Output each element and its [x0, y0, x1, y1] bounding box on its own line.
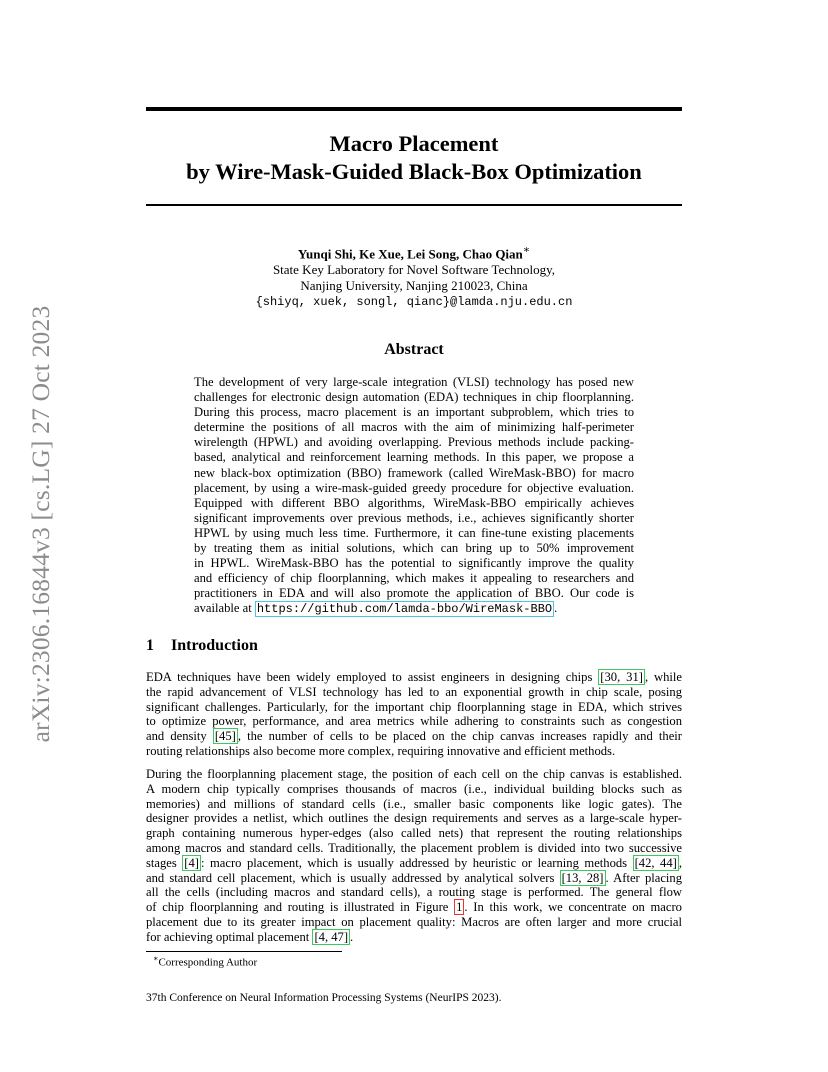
- citation-link[interactable]: [13, 28]: [561, 870, 604, 885]
- author-emails: {shiyq, xuek, songl, qianc}@lamda.nju.edu.cn: [255, 295, 573, 310]
- author-block: [146, 242, 682, 310]
- figure-reference-link[interactable]: 1: [456, 900, 463, 915]
- citation-link[interactable]: [30, 31]: [600, 670, 643, 684]
- section-number: 1: [146, 637, 154, 654]
- paragraph-line: the rapid advancement of VLSI technology has led to an exponential growth in chip scale, posing: [146, 684, 682, 699]
- abstract-line: determine the positions of all macros with the aim of minimizing half-perimeter: [194, 420, 634, 435]
- paragraph-line: all the cells (including macros and standard cells), a routing stage is performed. The general flow: [146, 885, 682, 900]
- citation-link[interactable]: [4, 47]: [314, 929, 349, 944]
- paragraph-line: [146, 729, 682, 744]
- paragraph-line: [146, 670, 682, 685]
- abstract-line: wirelength (HPWL) and avoiding overlapping. Previous methods include packing-: [194, 435, 634, 450]
- paragraph-line: memories) and millions of standard cells (i.e., smaller basic components like logic gates). The: [146, 796, 682, 811]
- text-run: for achieving optimal placement: [146, 929, 313, 944]
- text-run: , the number of cells to be placed on the chip canvas increases rapidly and their: [237, 729, 682, 744]
- text-run: , while: [644, 670, 683, 684]
- abstract-line: based, analytical and reinforcement learning methods. In this paper, we propose a: [194, 450, 634, 465]
- paragraph-line: to optimize power, performance, and area metrics while adhering to constraints such as congestion: [146, 714, 682, 729]
- abstract-line: significant improvements over previous methods, i.e., achieves significantly shorter: [194, 510, 634, 525]
- footnote-text: Corresponding Author: [158, 956, 258, 969]
- title-bottom-rule: [146, 204, 682, 206]
- abstract-line: Equipped with different BBO algorithms, WireMask-BBO empirically achieves: [194, 495, 634, 510]
- code-repository-link[interactable]: https://github.com/lamda-bbo/WireMask-BBO: [256, 602, 553, 617]
- affiliation-line-2: Nanjing University, Nanjing 210023, China: [300, 278, 528, 294]
- arxiv-identifier: [18, 291, 64, 757]
- section-title: Introduction: [171, 637, 258, 654]
- section-heading-introduction: [146, 637, 258, 655]
- abstract-line: new black-box optimization (BBO) framework (called WireMask-BBO) for macro: [194, 465, 634, 480]
- abstract-heading: Abstract: [384, 341, 444, 358]
- text-run: stages: [146, 855, 183, 870]
- footnote-rule: [146, 951, 342, 952]
- paragraph-line: among macros and standard cells. Traditionally, the placement problem is divided into two successive: [146, 840, 682, 855]
- corresponding-mark: ∗: [522, 244, 531, 256]
- affiliation-line-1: State Key Laboratory for Novel Software Technology,: [272, 262, 556, 278]
- paragraph-line: A modern chip typically comprises thousands of macros (i.e., individual building blocks such as: [146, 781, 682, 796]
- abstract-line: During this process, macro placement is an important subproblem, which tries to: [194, 405, 634, 420]
- abstract-line: practitioners in EDA and will also promote the application of BBO. Our code is: [194, 586, 634, 601]
- abstract-line: and efficiency of chip floorplanning, which makes it appealing to researchers and: [194, 571, 634, 586]
- abstract-last-suffix: .: [554, 601, 558, 616]
- title-line-2: by Wire-Mask-Guided Black-Box Optimization: [186, 159, 642, 184]
- paragraph-line: [146, 900, 682, 915]
- abstract-last-line: [194, 601, 634, 617]
- paragraph-line: placement due to its greater impact on placement quality: Macros are often larger and more crucial: [146, 914, 682, 929]
- text-run: . In this work, we concentrate on macro: [464, 900, 682, 915]
- text-run: ,: [678, 855, 682, 870]
- text-run: . After placing: [605, 870, 683, 885]
- citation-link[interactable]: [45]: [214, 729, 236, 744]
- citation-link[interactable]: [4]: [184, 855, 199, 870]
- paper-title: [146, 130, 682, 186]
- author-names-line: [146, 242, 682, 262]
- text-run: and density: [146, 729, 213, 744]
- paragraph-line: [146, 930, 682, 945]
- paragraph-line: [146, 856, 682, 871]
- text-run: : macro placement, which is usually addressed by heuristic or learning methods: [200, 855, 633, 870]
- citation-link[interactable]: [42, 44]: [634, 855, 677, 870]
- text-run: and standard cell placement, which is usually addressed by analytical solvers: [146, 870, 560, 885]
- paragraph-line: [146, 871, 682, 886]
- intro-paragraph-1: [146, 670, 682, 759]
- abstract-line: The development of very large-scale integration (VLSI) technology has posed new: [194, 375, 634, 389]
- title-top-rule: [146, 107, 682, 111]
- arxiv-id-text: arXiv:2306.16844v3 [cs.LG] 27 Oct 2023: [26, 305, 55, 743]
- abstract-line: HPWL by using much less time. Furthermore, it can fine-tune existing placements: [194, 525, 634, 540]
- author-names: Yunqi Shi, Ke Xue, Lei Song, Chao Qian: [297, 246, 523, 262]
- abstract-last-prefix: available at: [194, 601, 255, 616]
- paragraph-line: graph containing numerous hyper-edges (also called nets) that represent the routing relationships: [146, 826, 682, 841]
- conference-footer: 37th Conference on Neural Information Processing Systems (NeurIPS 2023).: [146, 992, 502, 1004]
- intro-paragraph-2: [146, 767, 682, 945]
- abstract-line: placement, by using a wire-mask-guided greedy procedure for objective evaluation.: [194, 480, 634, 495]
- abstract-body: [194, 375, 634, 618]
- paragraph-line: During the floorplanning placement stage, the position of each cell on the chip canvas is established.: [146, 767, 682, 781]
- text-run: .: [350, 929, 354, 944]
- footnote-mark: ∗: [153, 954, 159, 963]
- abstract-line: by treating them as initial solutions, which can bring up to 50% improvement: [194, 541, 634, 556]
- paragraph-line: designer provides a netlist, which outlines the design requirements and serves as a large-scale hyper-: [146, 811, 682, 826]
- paragraph-line: routing relationships also become more complex, requiring innovative and efficient methods.: [146, 743, 616, 758]
- paragraph-line: significant challenges. Particularly, for the important chip floorplanning stage in EDA, which strives: [146, 699, 682, 714]
- abstract-line: challenges for electronic design automation (EDA) techniques in chip floorplanning.: [194, 390, 634, 405]
- title-line-1: Macro Placement: [329, 131, 499, 156]
- abstract-line: in HPWL. WireMask-BBO has the potential to significantly improve the quality: [194, 556, 634, 571]
- text-run: of chip floorplanning and routing is illustrated in Figure: [146, 900, 455, 915]
- footnote: [153, 954, 257, 969]
- text-run: EDA techniques have been widely employed to assist engineers in designing chips: [146, 670, 599, 684]
